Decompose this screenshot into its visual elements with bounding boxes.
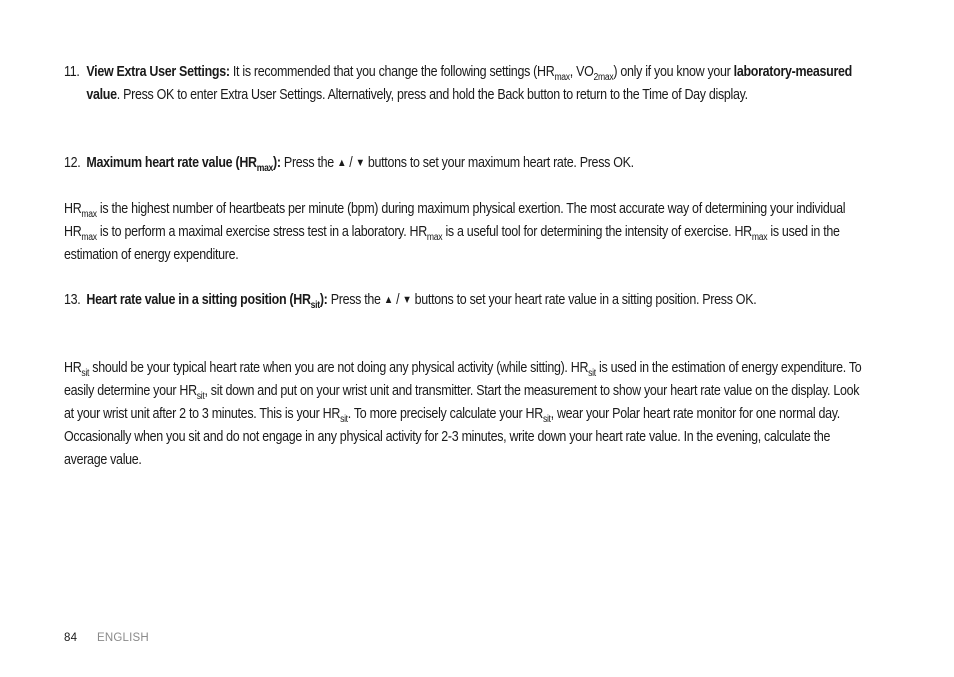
- paragraph-text: is used in the estimation of energy expenditure. To easily determine your HR: [64, 360, 862, 399]
- heading-text: ):: [319, 292, 328, 308]
- subscript: max: [751, 232, 768, 243]
- subscript: max: [426, 232, 443, 243]
- list-item-13: [64, 289, 886, 312]
- item-text: /: [392, 292, 403, 308]
- subscript: sit: [196, 391, 205, 402]
- paragraph-text: , sit down and put on your wrist unit and transmitter. Start the measurement to show your heart rate value on the display. Look at your wrist unit after 2 to 3 minutes. This is your HR: [64, 383, 860, 422]
- subscript: max: [554, 72, 570, 83]
- item-text: It is recommended that you change the following settings (HR: [229, 64, 555, 80]
- item-text: buttons to set your heart rate value in a sitting position. Press OK.: [411, 292, 757, 308]
- subscript: sit: [588, 368, 596, 379]
- list-number: 12.: [64, 155, 81, 171]
- paragraph-text: is a useful tool for determining the intensity of exercise. HR: [442, 224, 752, 240]
- down-arrow-icon: ▼: [355, 157, 365, 169]
- item-text: ) only if you know your: [613, 64, 734, 80]
- subscript: sit: [81, 368, 90, 379]
- subscript: max: [81, 232, 97, 243]
- subscript: max: [256, 163, 274, 174]
- down-arrow-icon: ▼: [402, 294, 412, 306]
- subscript: sit: [310, 300, 320, 311]
- subscript: sit: [340, 414, 348, 425]
- item-heading: View Extra User Settings:: [86, 64, 230, 80]
- footer-language: ENGLISH: [97, 632, 149, 644]
- paragraph-text: HR: [64, 360, 82, 376]
- paragraph-text: is the highest number of heartbeats per minute (bpm) during maximum physical exertion. The most accurate way of determining your individual HR: [64, 201, 846, 240]
- paragraph-text: . To more precisely calculate your HR: [347, 406, 543, 422]
- item-text: . Press OK to enter Extra User Settings. Alternatively, press and hold the Back button to return to the Time of Day display.: [116, 87, 748, 103]
- up-arrow-icon: ▲: [337, 157, 347, 169]
- page-number: 84: [64, 632, 78, 644]
- paragraph-text: should be your typical heart rate when you are not doing any physical activity (while sitting). HR: [89, 360, 589, 376]
- emphasis-text: laboratory-measured value: [86, 64, 853, 103]
- paragraph-text: , wear your Polar heart rate monitor for one normal day. Occasionally when you sit and do not engage in any physical activity for 2-3 minutes, write down your heart rate value. In the evening, calculate the average value.: [64, 406, 840, 468]
- list-item-11: [64, 61, 886, 107]
- paragraph-hrsit: [64, 357, 864, 472]
- item-heading: [86, 155, 281, 174]
- paragraph-text: is used in the estimation of energy expenditure.: [64, 224, 840, 263]
- subscript: 2max: [593, 72, 614, 83]
- item-text: Press the: [327, 292, 384, 308]
- list-item-12: [64, 152, 886, 175]
- heading-text: Maximum heart rate value (HR: [86, 155, 257, 171]
- item-text: Press the: [280, 155, 338, 171]
- item-text: /: [346, 155, 356, 171]
- subscript: sit: [542, 414, 551, 425]
- paragraph-text: HR: [64, 201, 82, 217]
- item-text: , VO: [569, 64, 594, 80]
- item-heading: [86, 292, 328, 311]
- list-number: 13.: [64, 292, 81, 308]
- up-arrow-icon: ▲: [383, 294, 393, 306]
- heading-text: ):: [273, 155, 281, 171]
- paragraph-text: is to perform a maximal exercise stress test in a laboratory. HR: [96, 224, 427, 240]
- paragraph-hrmax: [64, 198, 864, 267]
- list-number: 11.: [64, 64, 80, 80]
- subscript: max: [81, 209, 97, 220]
- heading-text: Heart rate value in a sitting position (HR: [86, 292, 311, 308]
- item-text: buttons to set your maximum heart rate. Press OK.: [364, 155, 634, 171]
